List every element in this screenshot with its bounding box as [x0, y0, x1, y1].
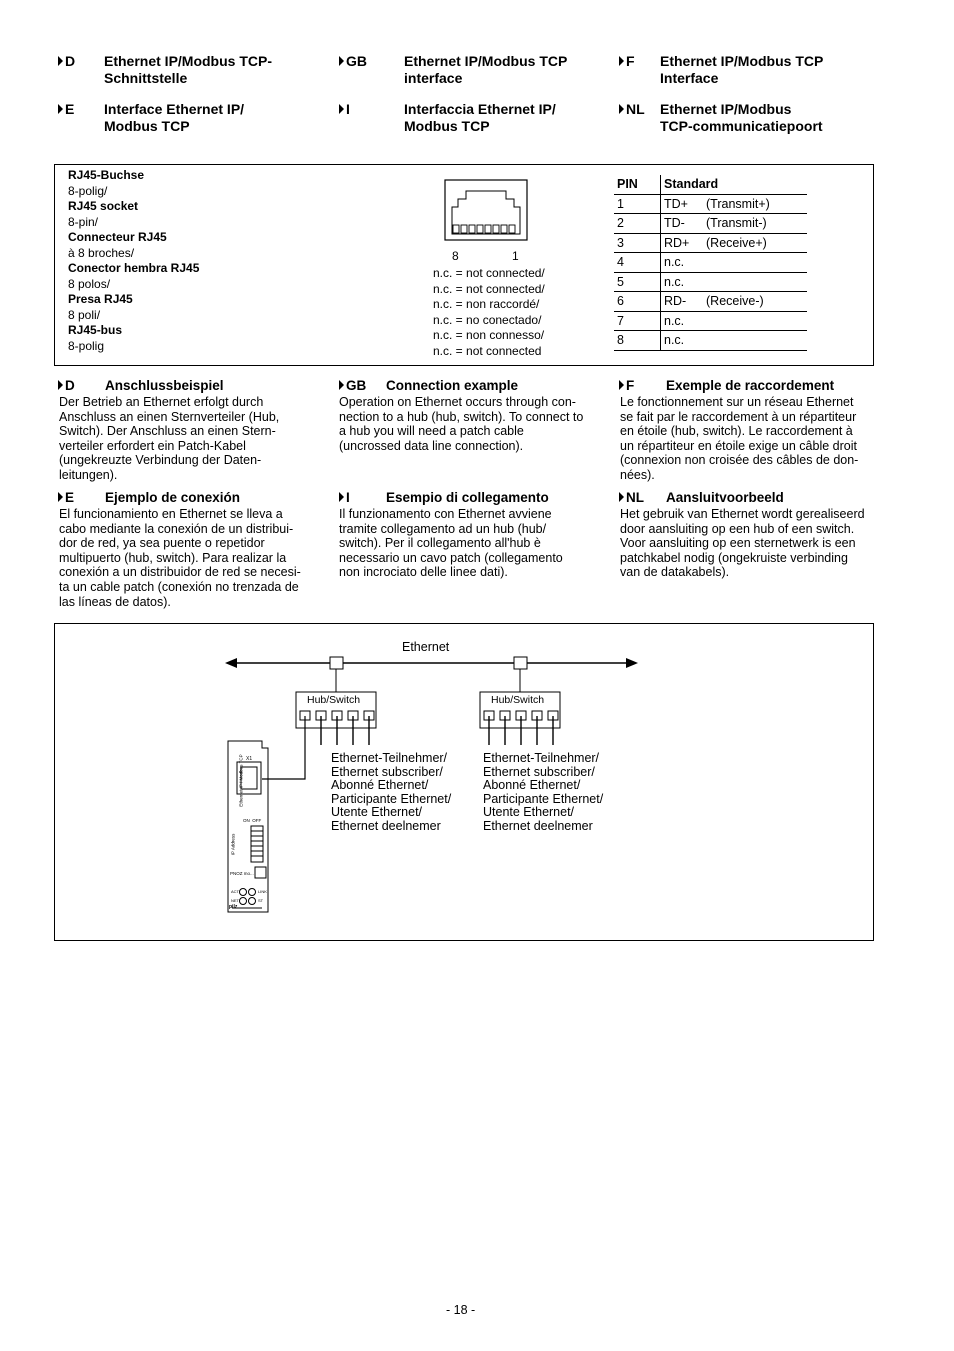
- lang-code-i: I: [339, 101, 350, 118]
- rj45-pin-1-label: 1: [512, 249, 519, 263]
- nc-note: n.c. = not connected/: [433, 266, 545, 280]
- signal: TD+: [664, 196, 688, 211]
- example-text-nl: Het gebruik van Ethernet wordt gerealiseerd door aansluiting op een hub of een switch. Voor aansluiting op een sternetwerk is een patchkabel nodig (ongekruiste verbinding van de datakabels).: [620, 507, 865, 580]
- example-text-f: Le fonctionnement sur un réseau Ethernet se fait par le raccordement à un répartiteur en étoile (hub, switch). Le raccordement à un répartiteur en étoile exige un câble droit (connexion non croisée des câbles de don- nées).: [620, 395, 859, 482]
- heading-d: Ethernet IP/Modbus TCP- Schnittstelle: [104, 53, 272, 86]
- hub2-label: Hub/Switch: [491, 694, 545, 706]
- pin-number: 8: [614, 331, 661, 351]
- heading-nl: Ethernet IP/Modbus TCP-communicatiepoort: [660, 101, 823, 134]
- example-heading-nl: NL Aansluitvoorbeeld: [619, 490, 784, 506]
- rj45-label-bold: Presa RJ45: [68, 292, 133, 306]
- rj45-label-plain: 8 polos/: [68, 276, 111, 291]
- heading-e: Interface Ethernet IP/ Modbus TCP: [104, 101, 245, 134]
- example-text-i: Il funzionamento con Ethernet avviene tramite collegamento ad un hub (hub/ switch). Per il collegamento all'hub è necessario un cavo patch (collegamento non incrociato delle linee dati).: [339, 507, 563, 580]
- example-heading-f: F Exemple de raccordement: [619, 378, 834, 394]
- pin-number: 7: [614, 311, 661, 331]
- lang-code-f: F: [619, 53, 635, 70]
- pnoz-module-icon: [228, 741, 268, 912]
- device-net-label: NET: [231, 898, 239, 903]
- signal: n.c.: [664, 313, 685, 328]
- device-module-label: PNOZ mo...: [230, 871, 254, 876]
- rj45-pin-8-label: 8: [452, 249, 459, 263]
- device-brand-logo: pilz: [229, 904, 238, 910]
- signal: n.c.: [664, 255, 685, 270]
- subscriber-label-1: Ethernet-Teilnehmer/ Ethernet subscriber/ Abonné Ethernet/ Participante Ethernet/ Utente Ethernet/ Ethernet deelnemer: [331, 751, 452, 833]
- rj45-label-plain: 8-polig: [68, 338, 105, 353]
- device-x1-label: X1: [246, 756, 253, 762]
- nc-note: n.c. = non connesso/: [433, 328, 545, 342]
- rj45-label-bold: RJ45-Buchse: [68, 168, 145, 182]
- lang-code-nl: NL: [619, 101, 645, 118]
- signal: RD+: [664, 235, 690, 250]
- pin-header: PIN: [614, 175, 661, 194]
- standard-header: Standard: [661, 175, 808, 194]
- lang-code-d: D: [58, 53, 75, 70]
- device-side-label: Ethernet IP / Modbus TCP: [238, 754, 244, 807]
- signal-desc: (Transmit-): [706, 216, 767, 231]
- device-st-label: ST: [258, 898, 264, 903]
- example-text-gb: Operation on Ethernet occurs through con- nection to a hub (hub, switch). To connect to a hub you will need a patch cable (uncrossed data line connection).: [339, 395, 584, 453]
- pin-number: 2: [614, 214, 661, 234]
- rj45-label-plain: 8-pin/: [68, 214, 99, 229]
- rj45-label-bold: RJ45 socket: [68, 199, 139, 213]
- page-number: - 18 -: [446, 1303, 476, 1317]
- example-text-d: Der Betrieb an Ethernet erfolgt durch Anschluss an einen Sternverteiler (Hub, Switch). Der Anschluss an einen Stern- verteiler erfordert ein Patch-Kabel (ungekreuzte Verbindung der Daten- leitungen).: [59, 395, 280, 482]
- signal: n.c.: [664, 333, 685, 348]
- device-onoff-label: ON OFF: [243, 818, 262, 823]
- rj45-label-plain: à 8 broches/: [68, 245, 135, 260]
- example-heading-i: I Esempio di collegamento: [339, 490, 549, 506]
- device-ip-label: IP Address: [230, 833, 236, 856]
- hub1-label: Hub/Switch: [307, 694, 361, 706]
- rj45-label-plain: 8 poli/: [68, 307, 101, 322]
- heading-gb: Ethernet IP/Modbus TCP interface: [404, 53, 568, 86]
- rj45-label-bold: Conector hembra RJ45: [68, 261, 200, 275]
- pin-number: 4: [614, 253, 661, 273]
- lang-code-gb: GB: [339, 53, 367, 70]
- device-link-label: LINK: [258, 889, 267, 894]
- rj45-label-bold: Connecteur RJ45: [68, 230, 167, 244]
- heading-f: Ethernet IP/Modbus TCP Interface: [660, 53, 824, 86]
- ethernet-bus: [225, 658, 638, 668]
- rj45-label-bold: RJ45-bus: [68, 323, 123, 337]
- rj45-label-plain: 8-polig/: [68, 183, 108, 198]
- device-act-label: ACT: [231, 889, 239, 894]
- signal: TD-: [664, 216, 685, 231]
- example-heading-gb: GB Connection example: [339, 378, 518, 394]
- pin-number: 5: [614, 272, 661, 292]
- example-heading-d: D Anschlussbeispiel: [58, 378, 224, 394]
- signal-desc: (Receive+): [706, 235, 767, 250]
- pin-number: 1: [614, 194, 661, 214]
- lang-code-e: E: [58, 101, 74, 118]
- nc-note: n.c. = no conectado/: [433, 312, 542, 327]
- nc-note: n.c. = not connected: [433, 343, 542, 358]
- pin-number: 6: [614, 292, 661, 312]
- ethernet-bus-label: Ethernet: [402, 640, 450, 654]
- signal-desc: (Receive-): [706, 294, 764, 309]
- heading-i: Interfaccia Ethernet IP/ Modbus TCP: [404, 101, 556, 134]
- signal-desc: (Transmit+): [706, 196, 770, 211]
- nc-note: n.c. = non raccordé/: [433, 297, 540, 311]
- signal: n.c.: [664, 274, 685, 289]
- example-text-e: El funcionamiento en Ethernet se lleva a cabo mediante la conexión de un distribui- dor de red, ya sea puente o repetidor multipuerto (hub, switch). Para realizar la conexión a un distribuidor de red se necesi- ta un cable patch (conexión no trenzada de las líneas de datos).: [59, 507, 301, 609]
- example-heading-e: E Ejemplo de conexión: [58, 490, 240, 506]
- nc-note: n.c. = not connected/: [433, 281, 545, 296]
- pin-number: 3: [614, 233, 661, 253]
- signal: RD-: [664, 294, 687, 309]
- subscriber-label-2: Ethernet-Teilnehmer/ Ethernet subscriber/ Abonné Ethernet/ Participante Ethernet/ Utente Ethernet/ Ethernet deelnemer: [483, 751, 604, 833]
